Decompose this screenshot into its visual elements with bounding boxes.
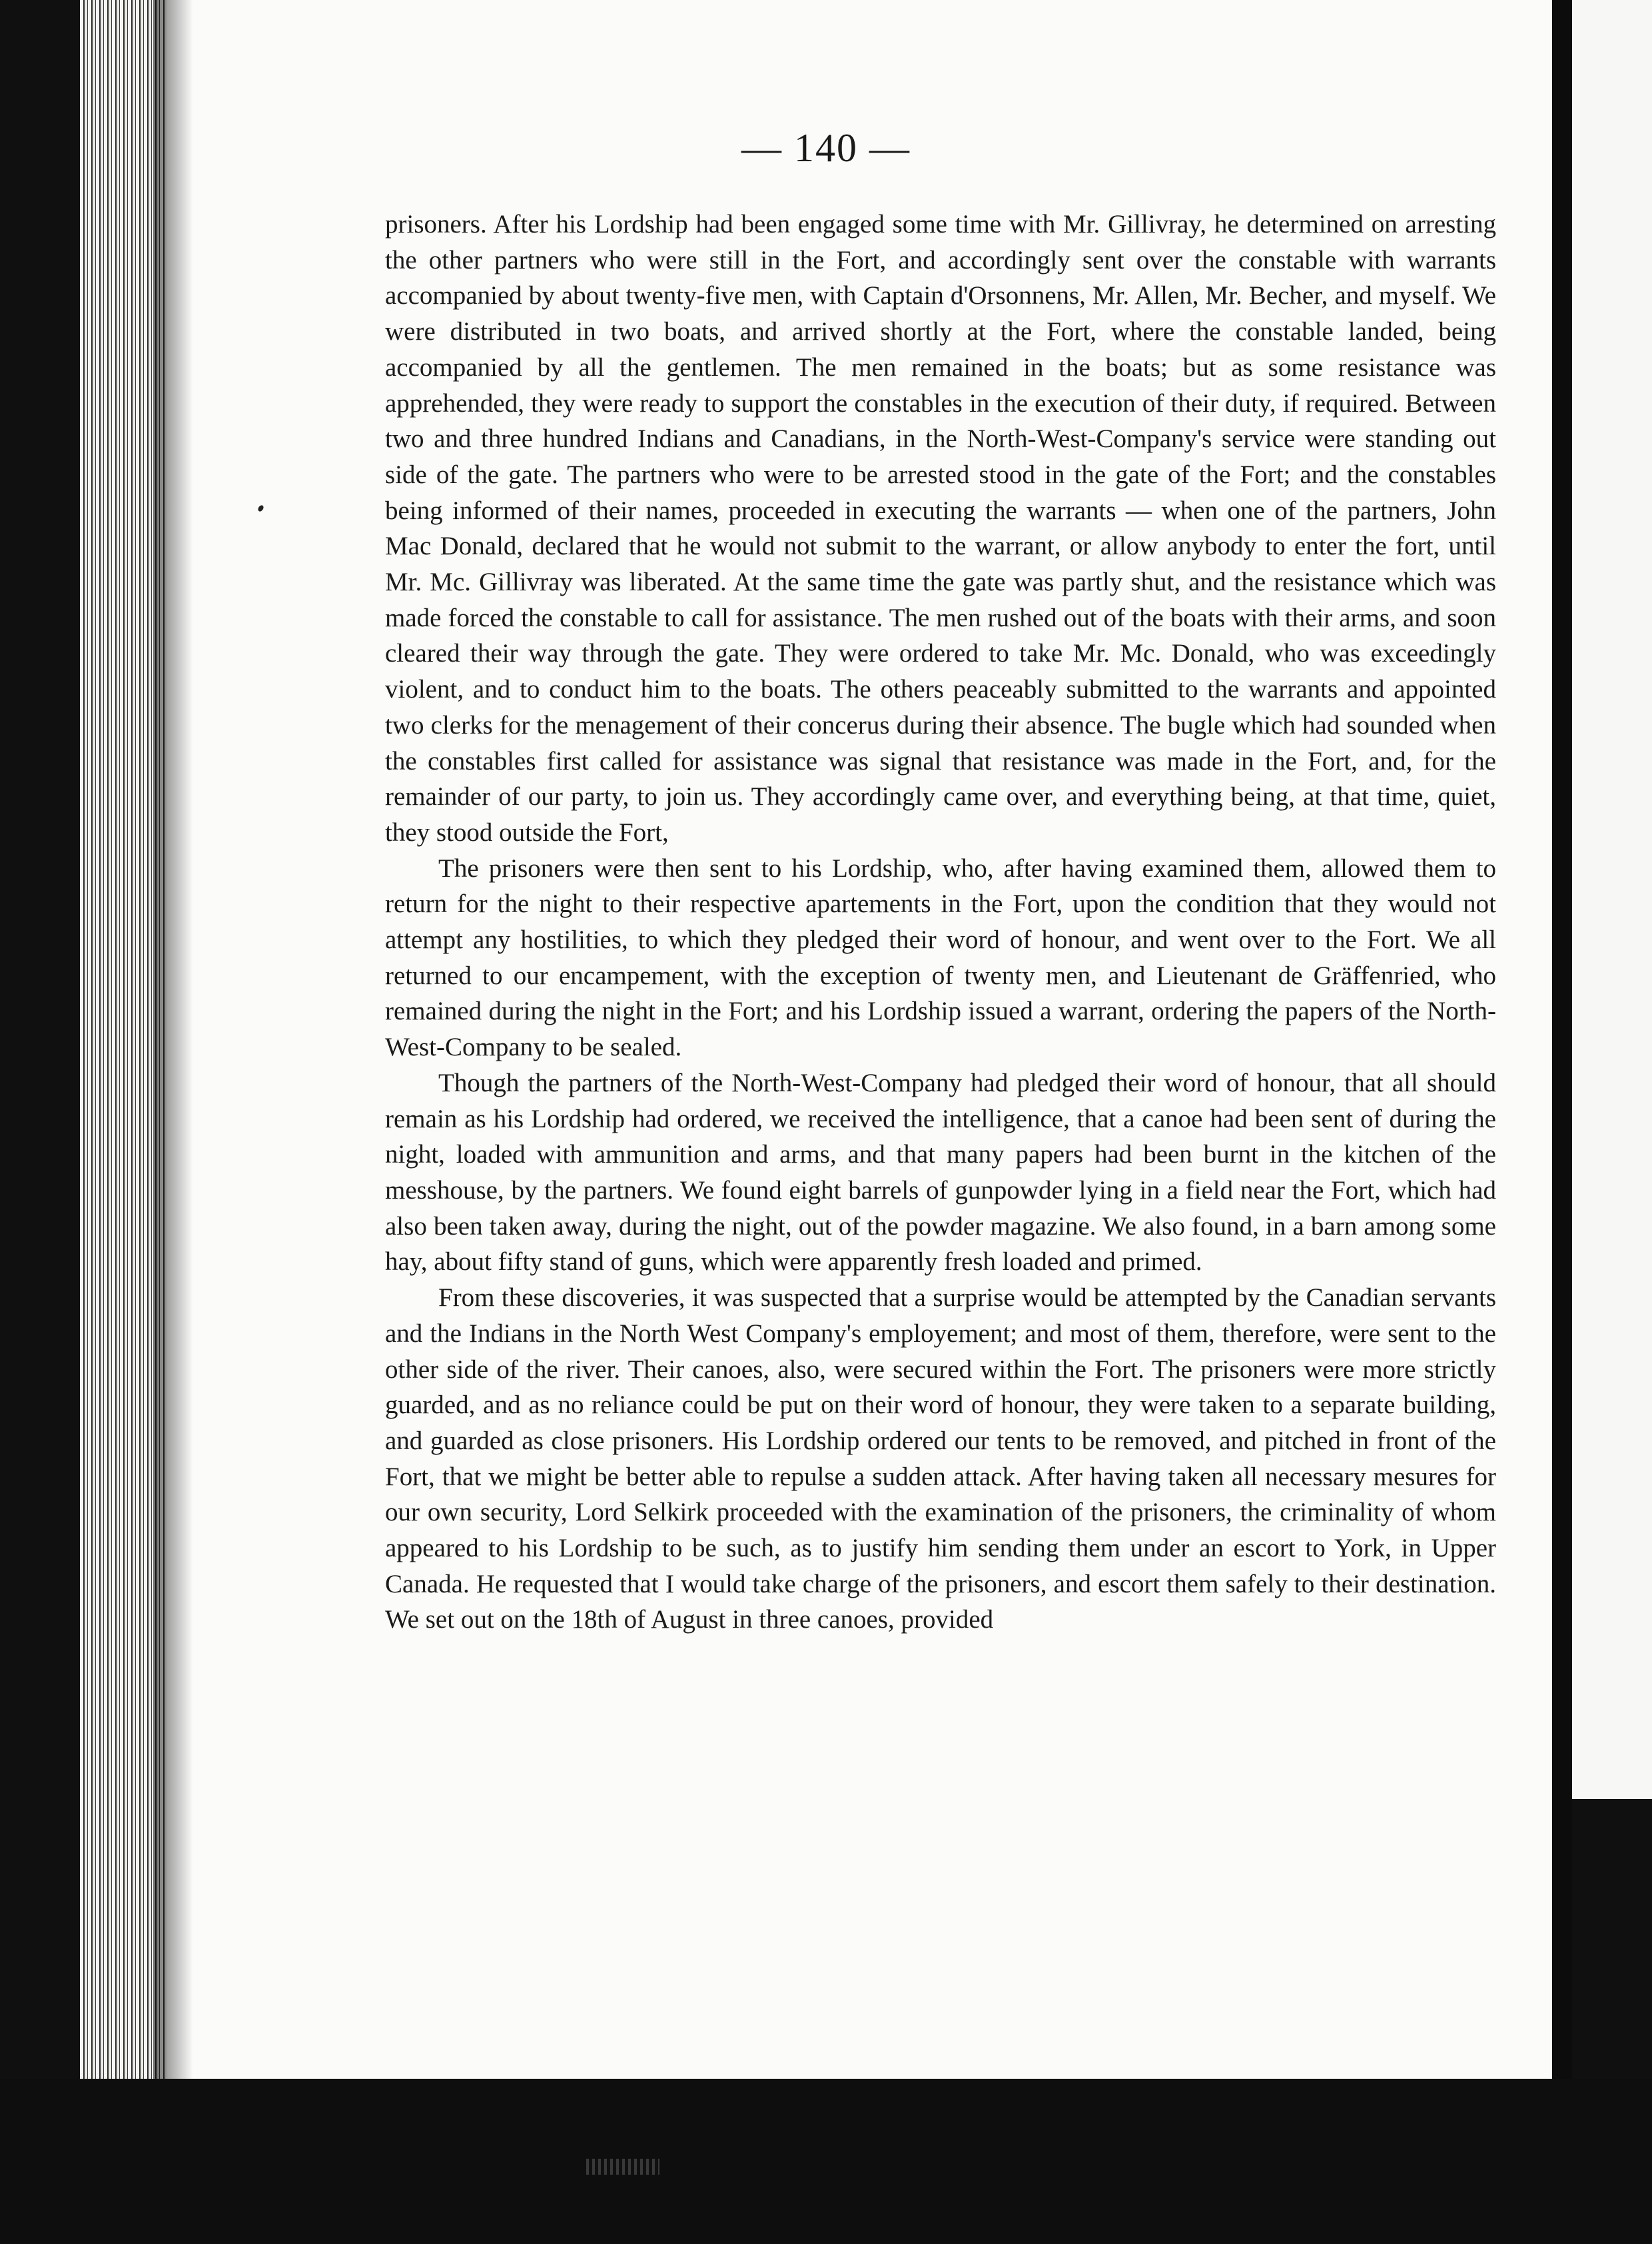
facing-page-edge [1572,0,1652,1799]
body-text [385,207,1496,1638]
paragraph: Though the partners of the North-West-Company had pledged their word of honour, that all should remain as his Lordship had ordered, we received the intelligence, that a canoe had been sent of during the night, loaded with ammunition and arms, and that many papers had been burnt in the kitchen of the messhouse, by the partners. We found eight barrels of gunpowder lying in a field near the Fort, which had also been taken away, during the night, out of the powder magazine. We also found, in a barn among some hay, about fifty stand of guns, which were apparently fresh loaded and primed. [385,1068,1496,1277]
paragraph: From these discoveries, it was suspected that a surprise would be attempted by the Canadian servants and the Indians in the North West Company's employement; and most of them, therefore, were sent to the other side of the river. Their canoes, also, were secured within the Fort. The prisoners were more strictly guarded, and as no reliance could be put on their word of honour, they were taken to a separate building, and guarded as close prisoners. His Lordship ordered our tents to be removed, and pitched in front of the Fort, that we might be better able to repulse a sudden attack. After having taken all necessary mesures for our own security, Lord Selkirk proceeded with the examination of the prisoners, the criminality of whom appeared to his Lordship to be such, as to justify him sending them under an escort to York, in Upper Canada. He requested that I would take charge of the prisoners, and escort them safely to their destination. We set out on the 18th of August in three canoes, provided [385,1283,1496,1634]
paragraph: prisoners. After his Lordship had been engaged some time with Mr. Gillivray, he determined on arresting the other partners who were still in the Fort, and accordingly sent over the constable with warrants accompanied by about twenty-five men, with Captain d'Orsonnens, Mr. Allen, Mr. Becher, and myself. We were distributed in two boats, and arrived shortly at the Fort, where the constable landed, being accompanied by all the gentlemen. The men remained in the boats; but as some resistance was apprehended, they were ready to support the constables in the execution of their duty, if required. Between two and three hundred Indians and Canadians, in the North-West-Company's service were standing out side of the gate. The partners who were to be arrested stood in the gate of the Fort; and the constables being informed of their names, proceeded in executing the warrants — when one of the partners, John Mac Donald, declared that he would not submit to the warrant, or allow anybody to enter the fort, until Mr. Mc. Gillivray was liberated. At the same time the gate was partly shut, and the resistance which was made forced the constable to call for assistance. The men rushed out of the boats with their arms, and soon cleared their way through the gate. They were ordered to take Mr. Mc. Donald, who was exceedingly violent, and to conduct him to the boats. The others peaceably submitted to the warrants and appointed two clerks for the menagement of their concerus during their absence. The bugle which had sounded when the constables first called for assistance was signal that resistance was made in the Fort, and, for the remainder of our party, to join us. They accordingly came over, and everything being, at that time, quiet, they stood outside the Fort, [385,210,1496,847]
page-number: — 140 — [741,126,911,170]
page-gap [1552,0,1572,2244]
scan-artifact [586,2159,659,2175]
scanner-bottom [0,2079,1652,2244]
paragraph: The prisoners were then sent to his Lordship, who, after having examined them, allowed them to return for the night to their respective apartements in the Fort, upon the condition that they would not attempt any hostilities, to which they pledged their word of honour, and went over to the Fort. We all returned to our encampement, with the exception of twenty men, and Lieutenant de Gräffenried, who remained during the night in the Fort; and his Lordship issued a warrant, ordering the papers of the North-West-Company to be sealed. [385,853,1496,1062]
gutter-shadow [153,0,193,2092]
